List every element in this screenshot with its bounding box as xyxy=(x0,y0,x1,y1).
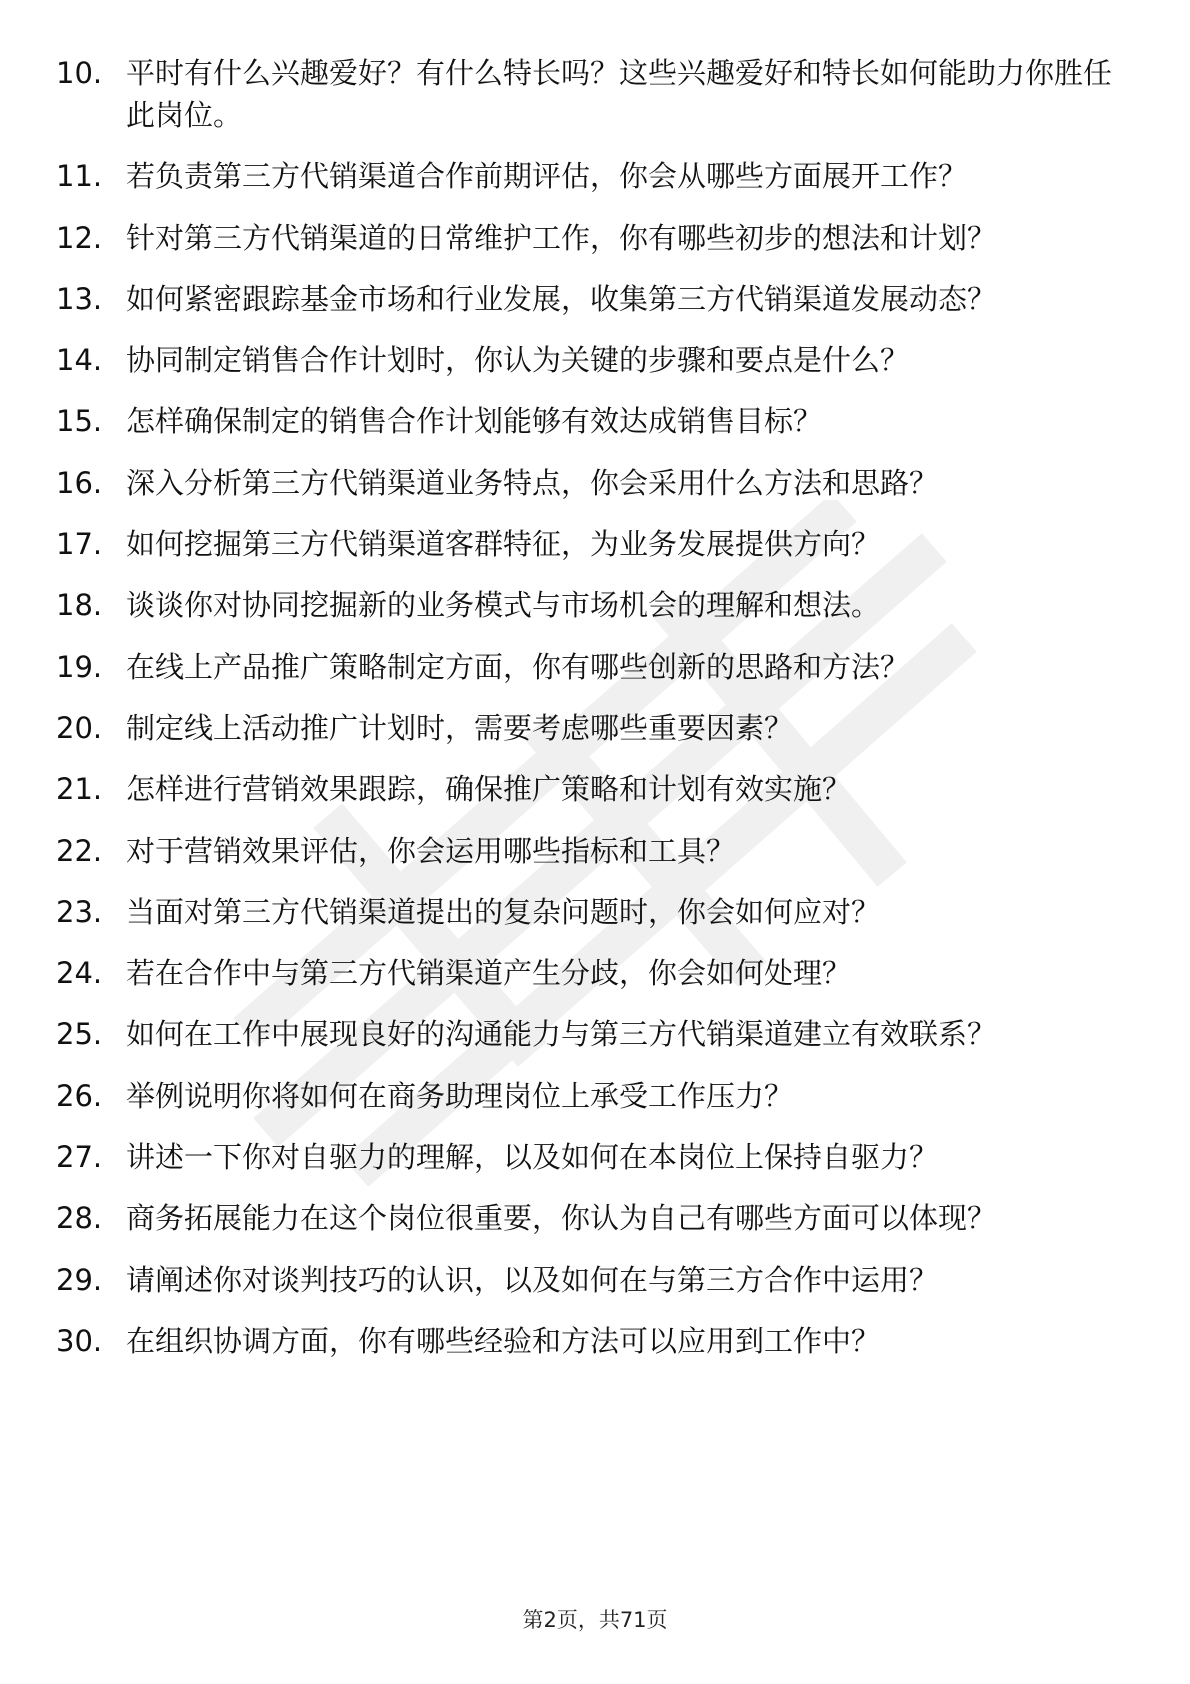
question-item xyxy=(56,768,1116,810)
question-number: 21. xyxy=(56,772,103,807)
question-number: 29. xyxy=(56,1262,103,1297)
question-list xyxy=(56,52,1116,1381)
question-text: 商务拓展能力在这个岗位很重要，你认为自己有哪些方面可以体现？ xyxy=(126,1201,997,1236)
question-number: 12. xyxy=(56,220,103,255)
question-text: 如何挖掘第三方代销渠道客群特征，为业务发展提供方向？ xyxy=(126,527,881,562)
question-item xyxy=(56,339,1116,381)
question-text: 深入分析第三方代销渠道业务特点，你会采用什么方法和思路？ xyxy=(126,465,939,500)
question-item xyxy=(56,584,1116,626)
question-number: 26. xyxy=(56,1078,103,1113)
question-item xyxy=(56,1136,1116,1178)
question-text: 协同制定销售合作计划时，你认为关键的步骤和要点是什么？ xyxy=(126,343,910,378)
question-number: 10. xyxy=(56,56,103,90)
question-number: 19. xyxy=(56,649,103,684)
question-number: 23. xyxy=(56,894,103,929)
question-number: 18. xyxy=(56,588,103,623)
question-number: 30. xyxy=(56,1323,103,1358)
question-number: 17. xyxy=(56,527,103,562)
question-text: 平时有什么兴趣爱好？有什么特长吗？这些兴趣爱好和特长如何能助力你胜任此岗位。 xyxy=(126,56,1113,132)
question-number: 15. xyxy=(56,404,103,439)
question-text: 若负责第三方代销渠道合作前期评估，你会从哪些方面展开工作？ xyxy=(126,159,968,194)
question-item xyxy=(56,1320,1116,1362)
question-item xyxy=(56,1013,1116,1055)
question-number: 14. xyxy=(56,343,103,378)
question-item xyxy=(56,217,1116,259)
question-item xyxy=(56,891,1116,933)
question-text: 举例说明你将如何在商务助理岗位上承受工作压力？ xyxy=(126,1078,794,1113)
question-text: 怎样进行营销效果跟踪，确保推广策略和计划有效实施？ xyxy=(126,772,852,807)
question-item xyxy=(56,1075,1116,1117)
question-item xyxy=(56,278,1116,320)
question-item xyxy=(56,646,1116,688)
question-number: 13. xyxy=(56,281,103,316)
question-text: 在组织协调方面，你有哪些经验和方法可以应用到工作中？ xyxy=(126,1323,881,1358)
question-text: 在线上产品推广策略制定方面，你有哪些创新的思路和方法？ xyxy=(126,649,910,684)
question-text: 怎样确保制定的销售合作计划能够有效达成销售目标？ xyxy=(126,404,823,439)
question-text: 若在合作中与第三方代销渠道产生分歧，你会如何处理？ xyxy=(126,956,852,991)
question-item xyxy=(56,1197,1116,1239)
question-text: 如何在工作中展现良好的沟通能力与第三方代销渠道建立有效联系？ xyxy=(126,1017,997,1052)
question-text: 当面对第三方代销渠道提出的复杂问题时，你会如何应对？ xyxy=(126,894,881,929)
question-number: 20. xyxy=(56,710,103,745)
question-number: 22. xyxy=(56,833,103,868)
question-text: 谈谈你对协同挖掘新的业务模式与市场机会的理解和想法。 xyxy=(126,588,881,623)
question-text: 讲述一下你对自驱力的理解，以及如何在本岗位上保持自驱力？ xyxy=(126,1140,939,1175)
question-item xyxy=(56,1259,1116,1301)
question-item xyxy=(56,52,1116,136)
question-number: 16. xyxy=(56,465,103,500)
question-text: 制定线上活动推广计划时，需要考虑哪些重要因素？ xyxy=(126,710,794,745)
question-text: 请阐述你对谈判技巧的认识，以及如何在与第三方合作中运用？ xyxy=(126,1262,939,1297)
question-item xyxy=(56,400,1116,442)
question-item xyxy=(56,462,1116,504)
question-text: 对于营销效果评估，你会运用哪些指标和工具？ xyxy=(126,833,736,868)
question-number: 25. xyxy=(56,1017,103,1052)
question-item xyxy=(56,952,1116,994)
question-text: 如何紧密跟踪基金市场和行业发展，收集第三方代销渠道发展动态？ xyxy=(126,281,997,316)
question-text: 针对第三方代销渠道的日常维护工作，你有哪些初步的想法和计划？ xyxy=(126,220,997,255)
question-number: 27. xyxy=(56,1140,103,1175)
question-number: 28. xyxy=(56,1201,103,1236)
page-footer: 第2页，共71页 xyxy=(522,1608,668,1632)
question-item xyxy=(56,830,1116,872)
question-item xyxy=(56,523,1116,565)
question-item xyxy=(56,155,1116,197)
question-number: 24. xyxy=(56,956,103,991)
question-item xyxy=(56,707,1116,749)
question-number: 11. xyxy=(56,159,103,194)
